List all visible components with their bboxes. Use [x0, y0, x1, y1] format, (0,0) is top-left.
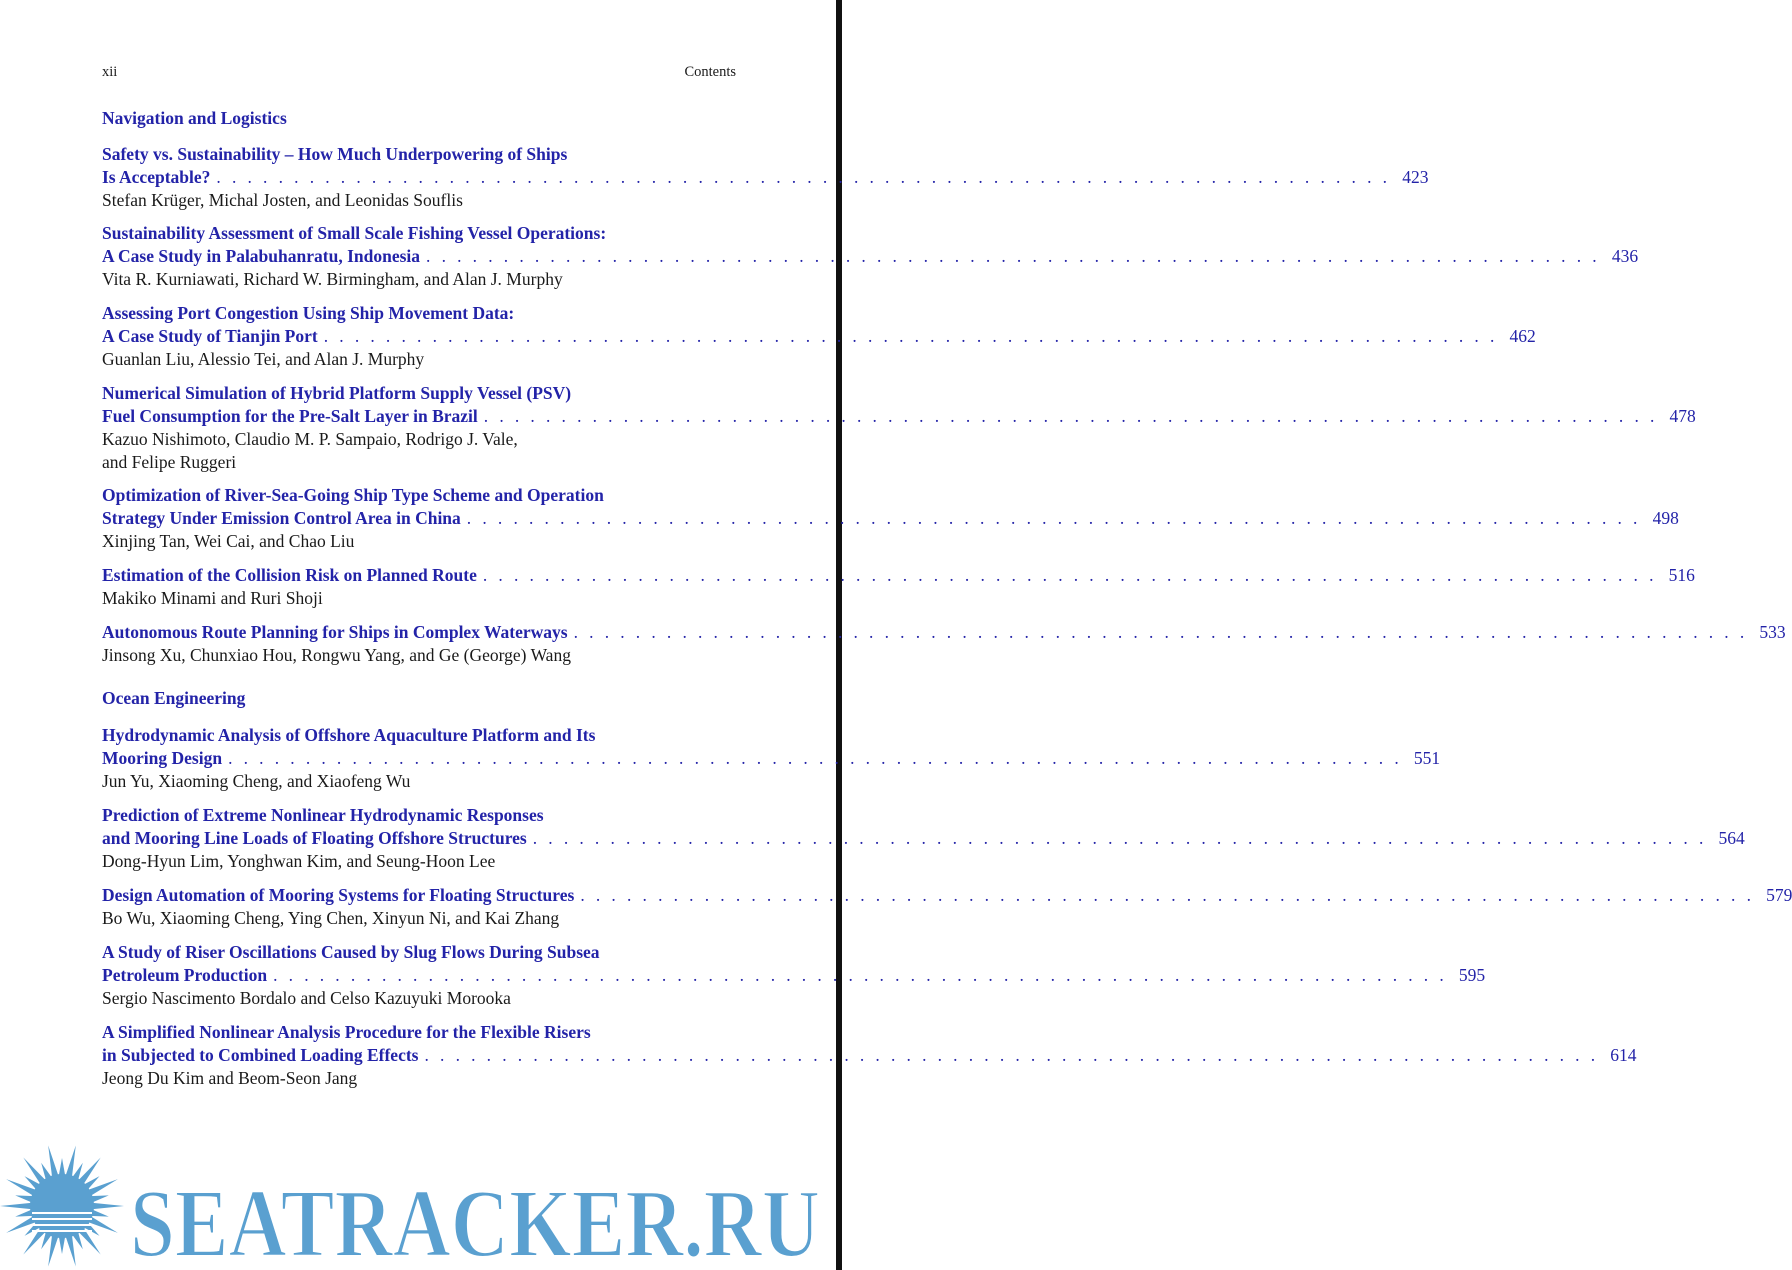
dot-leader — [418, 1044, 1602, 1067]
chapter-title-text[interactable]: Mooring Design — [102, 748, 223, 768]
chapter-title-text[interactable]: Design Automation of Mooring Systems for Floating Structures — [102, 885, 575, 905]
page-number: xii — [102, 64, 118, 80]
chapter-authors: Bo Wu, Xiaoming Cheng, Ying Chen, Xinyun Ni, and Kai Zhang — [102, 908, 560, 928]
chapter-authors: Jeong Du Kim and Beom-Seon Jang — [102, 1068, 358, 1088]
chapter-page-number[interactable]: 595 — [1458, 965, 1486, 985]
chapter-authors: Jun Yu, Xiaoming Cheng, and Xiaofeng Wu — [102, 771, 411, 791]
chapter-title-line[interactable]: Numerical Simulation of Hybrid Platform Supply Vessel (PSV) — [102, 383, 572, 403]
sun-stripe — [32, 1230, 92, 1232]
chapter-page-number[interactable]: 579 — [1766, 885, 1792, 905]
watermark-graphic — [0, 1140, 836, 1270]
sun-stripe — [32, 1218, 92, 1220]
toc-entry[interactable] — [102, 564, 1695, 610]
chapter-authors: Jinsong Xu, Chunxiao Hou, Rongwu Yang, and Ge (George) Wang — [102, 645, 571, 665]
sun-ray — [59, 1158, 66, 1176]
chapter-page-number[interactable]: 551 — [1413, 748, 1441, 768]
dot-leader — [461, 507, 1645, 530]
chapter-title-last-line[interactable] — [102, 964, 1486, 987]
chapter-title-line[interactable]: A Simplified Nonlinear Analysis Procedure for the Flexible Risers — [102, 1022, 591, 1042]
dot-leader — [318, 325, 1502, 348]
toc-entry[interactable] — [102, 804, 1745, 873]
watermark-text: SEATRACKER.RU — [130, 1170, 820, 1270]
sun-ray — [92, 1203, 124, 1210]
chapter-authors: Xinjing Tan, Wei Cai, and Chao Liu — [102, 531, 355, 551]
chapter-title-last-line[interactable] — [102, 621, 1786, 644]
chapter-page-number[interactable]: 462 — [1509, 326, 1536, 346]
dot-leader — [222, 747, 1406, 770]
sun-ray — [48, 1146, 58, 1178]
chapter-title-last-line[interactable] — [102, 747, 1441, 770]
chapter-authors: Kazuo Nishimoto, Claudio M. P. Sampaio, Rodrigo J. Vale, — [102, 429, 518, 449]
chapter-title-text[interactable]: Fuel Consumption for the Pre-Salt Layer in Brazil — [102, 406, 478, 426]
chapter-title-text[interactable]: A Case Study of Tianjin Port — [102, 326, 318, 346]
dot-leader — [267, 964, 1451, 987]
chapter-title-line[interactable]: Sustainability Assessment of Small Scale Fishing Vessel Operations: — [102, 223, 607, 243]
sun-disc — [30, 1174, 94, 1238]
toc-entry[interactable] — [102, 382, 1696, 474]
chapter-authors: Dong-Hyun Lim, Yonghwan Kim, and Seung-Hoon Lee — [102, 851, 496, 871]
toc-entry[interactable] — [102, 222, 1639, 291]
chapter-title-last-line[interactable] — [102, 325, 1536, 348]
sun-ray — [65, 1234, 75, 1266]
chapter-title-line[interactable]: Assessing Port Congestion Using Ship Movement Data: — [102, 303, 515, 323]
chapter-authors: Vita R. Kurniawati, Richard W. Birmingham, and Alan J. Murphy — [102, 269, 563, 289]
sun-stripe — [32, 1212, 92, 1214]
chapter-page-number[interactable]: 564 — [1718, 828, 1745, 848]
toc-entry[interactable] — [102, 941, 1486, 1010]
chapter-title-last-line[interactable] — [102, 245, 1639, 268]
chapter-title-text[interactable]: Is Acceptable? — [102, 167, 211, 187]
part-title: Navigation and Logistics — [102, 108, 287, 128]
chapter-title-last-line[interactable] — [102, 564, 1695, 587]
dot-leader — [478, 405, 1662, 428]
chapter-title-line[interactable]: Optimization of River-Sea-Going Ship Type Scheme and Operation — [102, 485, 604, 505]
chapter-title-last-line[interactable] — [102, 166, 1429, 189]
chapter-authors: Makiko Minami and Ruri Shoji — [102, 588, 323, 608]
chapter-title-text[interactable]: Strategy Under Emission Control Area in China — [102, 508, 461, 528]
chapter-title-last-line[interactable] — [102, 827, 1745, 850]
chapter-page-number[interactable]: 614 — [1610, 1045, 1637, 1065]
watermark — [0, 1140, 836, 1270]
dot-leader — [568, 621, 1752, 644]
toc-entry[interactable] — [102, 724, 1441, 793]
chapter-title-text[interactable]: in Subjected to Combined Loading Effects — [102, 1045, 419, 1065]
sun-ray — [59, 1236, 66, 1254]
chapter-page-number[interactable]: 516 — [1668, 565, 1695, 585]
dot-leader — [477, 564, 1661, 587]
chapter-title-last-line[interactable] — [102, 507, 1679, 530]
chapter-page-number[interactable]: 423 — [1402, 167, 1429, 187]
chapter-authors: and Felipe Ruggeri — [102, 452, 237, 472]
chapter-authors: Guanlan Liu, Alessio Tei, and Alan J. Murphy — [102, 349, 425, 369]
chapter-title-last-line[interactable] — [102, 884, 1792, 907]
running-head: Contents — [684, 64, 736, 80]
chapter-title-last-line[interactable] — [102, 405, 1696, 428]
chapter-title-last-line[interactable] — [102, 1044, 1637, 1067]
toc-entry[interactable] — [102, 884, 1792, 930]
chapter-page-number[interactable]: 533 — [1759, 622, 1786, 642]
chapter-title-line[interactable]: A Study of Riser Oscillations Caused by Slug Flows During Subsea — [102, 942, 600, 962]
chapter-title-text[interactable]: Autonomous Route Planning for Ships in Complex Waterways — [102, 622, 568, 642]
sun-ray — [0, 1203, 32, 1210]
chapter-title-text[interactable]: Petroleum Production — [102, 965, 268, 985]
dot-leader — [574, 884, 1758, 907]
dot-leader — [210, 166, 1394, 189]
page-header — [102, 64, 736, 84]
sun-ray — [65, 1146, 75, 1178]
toc-entry[interactable] — [102, 621, 1786, 667]
part-title: Ocean Engineering — [102, 688, 246, 708]
toc-entry[interactable] — [102, 1021, 1637, 1090]
dot-leader — [420, 245, 1604, 268]
chapter-title-line[interactable]: Safety vs. Sustainability – How Much Underpowering of Ships — [102, 144, 568, 164]
chapter-page-number[interactable]: 498 — [1652, 508, 1679, 528]
chapter-authors: Sergio Nascimento Bordalo and Celso Kazuyuki Morooka — [102, 988, 511, 1008]
chapter-title-text[interactable]: A Case Study in Palabuhanratu, Indonesia — [102, 246, 421, 266]
dot-leader — [527, 827, 1711, 850]
toc-entry[interactable] — [102, 484, 1679, 553]
sun-stripe — [32, 1224, 92, 1226]
chapter-authors: Stefan Krüger, Michal Josten, and Leonidas Souflis — [102, 190, 463, 210]
chapter-page-number[interactable]: 478 — [1669, 406, 1696, 426]
sun-icon — [0, 1146, 124, 1267]
toc-entry[interactable] — [102, 302, 1536, 371]
toc-entry[interactable] — [102, 143, 1429, 212]
chapter-title-text[interactable]: and Mooring Line Loads of Floating Offshore Structures — [102, 828, 527, 848]
chapter-title-text[interactable]: Estimation of the Collision Risk on Planned Route — [102, 565, 477, 585]
chapter-page-number[interactable]: 436 — [1611, 246, 1639, 266]
sun-ray — [48, 1234, 58, 1266]
chapter-title-line[interactable]: Hydrodynamic Analysis of Offshore Aquaculture Platform and Its — [102, 725, 596, 745]
chapter-title-line[interactable]: Prediction of Extreme Nonlinear Hydrodynamic Responses — [102, 805, 544, 825]
